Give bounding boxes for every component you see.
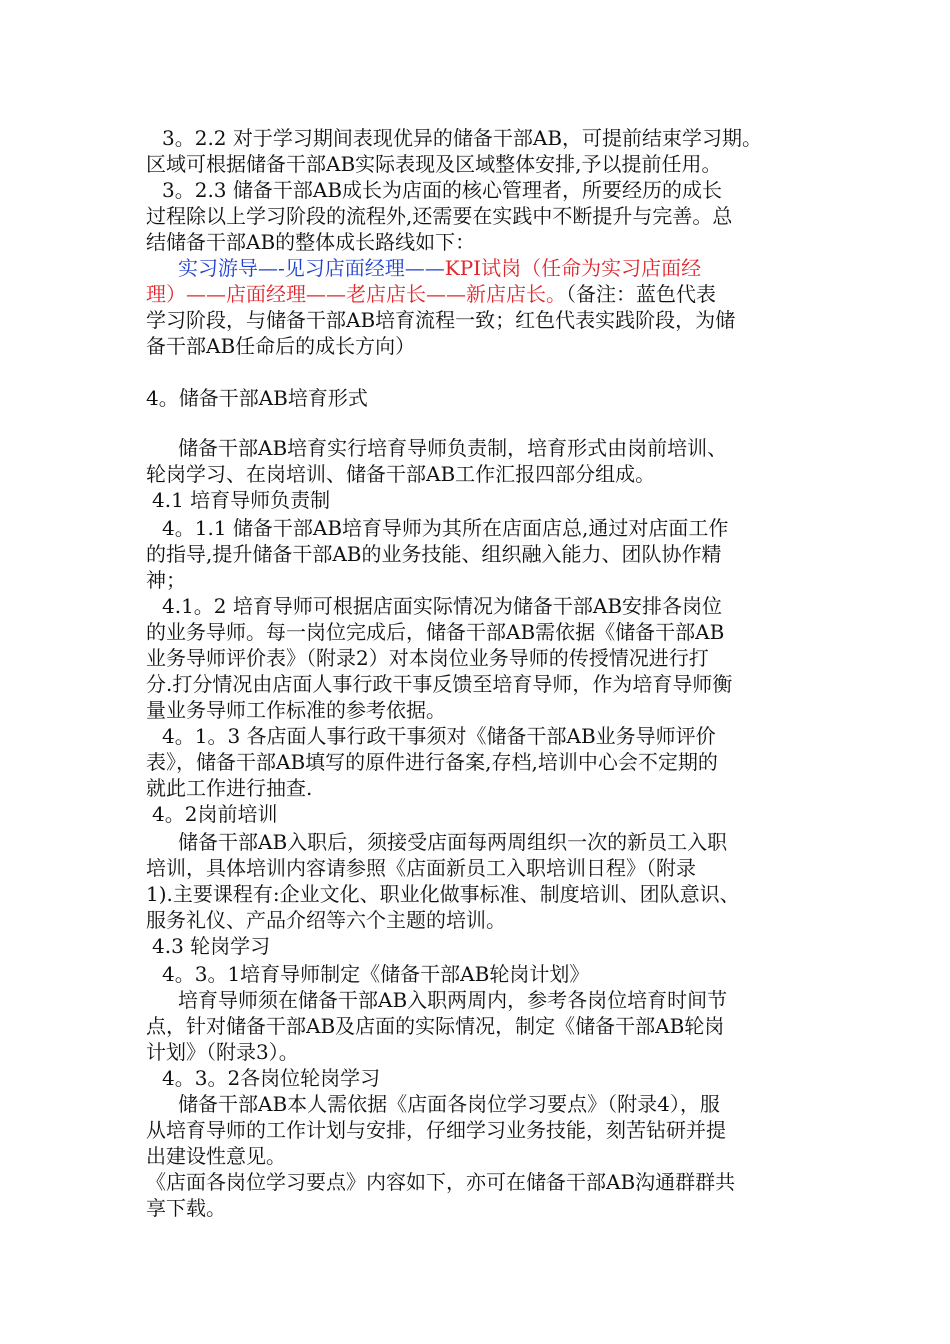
- section-4-2-heading: 4。2岗前培训: [152, 802, 278, 826]
- section-4-heading: 4。储备干部AB培育形式: [146, 386, 368, 410]
- paragraph-4-1-2-line-5: 量业务导师工作标准的参考依据。: [146, 698, 446, 722]
- section-4-3-2-line-1: 储备干部AB本人需依据《店面各岗位学习要点》（附录4），服: [178, 1092, 720, 1116]
- section-4-3-1-line-3: 计划》（附录3）。: [146, 1040, 299, 1064]
- paragraph-4-1-2-line-3: 业务导师评价表》（附录2）对本岗位业务导师的传授情况进行打: [146, 646, 709, 670]
- paragraph-4-1-3-line-2: 表》，储备干部AB填写的原件进行备案,存档,培训中心会不定期的: [146, 750, 718, 774]
- section-4-2-line-4: 服务礼仪、产品介绍等六个主题的培训。: [146, 908, 506, 932]
- growth-path-line-2: [146, 281, 716, 307]
- paragraph-4-1-2-line-1: 4.1。2 培育导师可根据店面实际情况为储备干部AB安排各岗位: [162, 594, 723, 618]
- paragraph-4-1-2-line-4: 分.打分情况由店面人事行政干事反馈至培育导师，作为培育导师衡: [146, 672, 733, 696]
- growth-path-learning-stage: 实习游导—-见习店面经理——: [178, 256, 445, 280]
- section-4-2-line-1: 储备干部AB入职后，须接受店面每两周组织一次的新员工入职: [178, 830, 728, 854]
- section-4-1-heading: 4.1 培育导师负责制: [152, 488, 331, 512]
- paragraph-3-2-3-line-3: 结储备干部AB的整体成长路线如下：: [146, 230, 476, 254]
- section-4-3-2-line-3: 出建设性意见。: [146, 1144, 286, 1168]
- growth-path-line-1: [178, 255, 701, 281]
- paragraph-3-2-2-line-2: 区域可根据储备干部AB实际表现及区域整体安排,予以提前任用。: [146, 152, 722, 176]
- section-4-3-2-line-4: 《店面各岗位学习要点》内容如下，亦可在储备干部AB沟通群群共: [146, 1170, 736, 1194]
- section-4-intro-line-2: 轮岗学习、在岗培训、储备干部AB工作汇报四部分组成。: [146, 462, 656, 486]
- growth-path-note-line-3: 备干部AB任命后的成长方向）: [146, 334, 416, 358]
- paragraph-3-2-2-line-1: 3。2.2 对于学习期间表现优异的储备干部AB，可提前结束学习期。: [162, 126, 763, 150]
- paragraph-4-1-1-line-1: 4。1.1 储备干部AB培育导师为其所在店面店总,通过对店面工作: [162, 516, 729, 540]
- growth-path-note-line-2: 学习阶段，与储备干部AB培育流程一致；红色代表实践阶段，为储: [146, 308, 736, 332]
- paragraph-3-2-3-line-2: 过程除以上学习阶段的流程外,还需要在实践中不断提升与完善。总: [146, 204, 733, 228]
- section-4-3-1-line-1: 培育导师须在储备干部AB入职两周内，参考各岗位培育时间节: [178, 988, 728, 1012]
- growth-path-practice-stage-part-1: KPI试岗（任命为实习店面经: [444, 256, 702, 280]
- paragraph-3-2-3-line-1: 3。2.3 储备干部AB成长为店面的核心管理者，所要经历的成长: [162, 178, 723, 202]
- paragraph-4-1-3-line-3: 就此工作进行抽查.: [146, 776, 313, 800]
- section-4-3-1-line-2: 点，针对储备干部AB及店面的实际情况，制定《储备干部AB轮岗: [146, 1014, 725, 1038]
- paragraph-4-1-1-line-2: 的指导,提升储备干部AB的业务技能、组织融入能力、团队协作精: [146, 542, 722, 566]
- section-4-2-line-3: 1).主要课程有:企业文化、职业化做事标准、制度培训、团队意识、: [146, 882, 740, 906]
- section-4-3-heading: 4.3 轮岗学习: [152, 934, 271, 958]
- paragraph-4-1-2-line-2: 的业务导师。每一岗位完成后，储备干部AB需依据《储备干部AB: [146, 620, 725, 644]
- section-4-intro-line-1: 储备干部AB培育实行培育导师负责制，培育形式由岗前培训、: [178, 436, 728, 460]
- paragraph-4-1-1-line-3: 神；: [146, 568, 186, 592]
- growth-path-practice-stage-part-2: 理）——店面经理——老店店长——新店店长。: [146, 282, 566, 306]
- section-4-3-2-heading: 4。3。2各岗位轮岗学习: [162, 1066, 381, 1090]
- section-4-2-line-2: 培训，具体培训内容请参照《店面新员工入职培训日程》（附录: [146, 856, 696, 880]
- section-4-3-1-heading: 4。3。1培育导师制定《储备干部AB轮岗计划》: [162, 962, 590, 986]
- section-4-3-2-line-2: 从培育导师的工作计划与安排，仔细学习业务技能，刻苦钻研并提: [146, 1118, 726, 1142]
- section-4-3-2-line-5: 享下载。: [146, 1196, 226, 1220]
- growth-path-note: （备注：蓝色代表: [566, 282, 716, 306]
- paragraph-4-1-3-line-1: 4。1。3 各店面人事行政干事须对《储备干部AB业务导师评价: [162, 724, 716, 748]
